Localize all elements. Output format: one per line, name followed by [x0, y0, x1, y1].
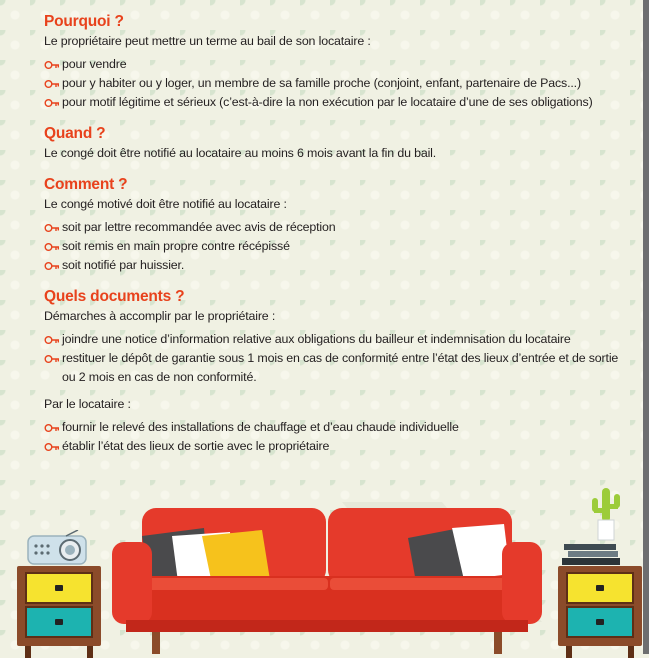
nightstand-leg [25, 646, 31, 658]
nightstand-leg [628, 646, 634, 658]
sofa-illustration [112, 502, 542, 654]
list-item-text: restituer le dépôt de garantie sous 1 mois en cas de conformité entre l’état des lieux d’entrée et de sortie ou 2 mois en cas de non conformité. [62, 351, 619, 384]
list-item-text: soit remis en main propre contre récépissé [62, 239, 290, 253]
drawer-knob [596, 585, 604, 591]
cactus-icon [588, 484, 624, 544]
drawer-yellow [25, 572, 93, 604]
living-room-illustration [0, 490, 643, 654]
drawer-knob [596, 619, 604, 625]
key-icon [44, 93, 62, 112]
key-icon [44, 330, 62, 349]
list-item [44, 418, 624, 437]
list-item-text: joindre une notice d’information relative aux obligations du bailleur et indemnisation du locataire [62, 332, 571, 346]
bullet-list [44, 55, 624, 112]
key-icon [44, 74, 62, 93]
section-subintro: Par le locataire : [44, 397, 131, 411]
drawer-teal [566, 606, 634, 638]
list-item [44, 218, 624, 237]
list-item-text: soit notifié par huissier. [62, 258, 185, 272]
section-heading: Comment ? [44, 176, 128, 193]
list-item [44, 437, 624, 456]
bullet-list [44, 218, 624, 275]
list-item [44, 237, 624, 256]
drawer-knob [55, 619, 63, 625]
drawer-teal [25, 606, 93, 638]
section-comment [44, 175, 624, 275]
drawer-knob [55, 585, 63, 591]
key-icon [44, 55, 62, 74]
bullet-list [44, 330, 624, 387]
article [44, 12, 624, 468]
section-heading: Pourquoi ? [44, 13, 124, 30]
key-icon [44, 256, 62, 275]
section-intro: Le congé motivé doit être notifié au locataire : [44, 197, 287, 211]
section-intro: Le congé doit être notifié au locataire au moins 6 mois avant la fin du bail. [44, 146, 437, 160]
list-item [44, 55, 624, 74]
section-intro: Démarches à accomplir par le propriétaire : [44, 309, 276, 323]
list-item-text: soit par lettre recommandée avec avis de réception [62, 220, 336, 234]
section-quand [44, 124, 624, 163]
right-nightstand [558, 566, 642, 646]
key-icon [44, 237, 62, 256]
nightstand-leg [87, 646, 93, 658]
section-heading: Quels documents ? [44, 288, 185, 305]
section-heading: Quand ? [44, 125, 106, 142]
nightstand-leg [566, 646, 572, 658]
drawer-yellow [566, 572, 634, 604]
list-item [44, 74, 624, 93]
list-item-text: pour vendre [62, 57, 127, 71]
list-item [44, 349, 624, 387]
bullet-list [44, 418, 624, 456]
radio-icon [26, 530, 88, 566]
list-item [44, 93, 624, 112]
list-item-text: pour motif légitime et sérieux (c’est-à-dire la non exécution par le locataire d’une de ses obligations) [62, 95, 593, 109]
key-icon [44, 418, 62, 437]
list-item-text: pour y habiter ou y loger, un membre de sa famille proche (conjoint, enfant, partenaire de Pacs...) [62, 76, 581, 90]
left-nightstand [17, 566, 101, 646]
list-item [44, 330, 624, 349]
list-item [44, 256, 624, 275]
list-item-text: fournir le relevé des installations de chauffage et d’eau chaude individuelle [62, 420, 459, 434]
section-documents [44, 287, 624, 456]
section-pourquoi [44, 12, 624, 112]
key-icon [44, 437, 62, 456]
key-icon [44, 349, 62, 368]
key-icon [44, 218, 62, 237]
books-icon [562, 542, 622, 566]
list-item-text: établir l’état des lieux de sortie avec le propriétaire [62, 439, 330, 453]
section-intro: Le propriétaire peut mettre un terme au bail de son locataire : [44, 34, 371, 48]
